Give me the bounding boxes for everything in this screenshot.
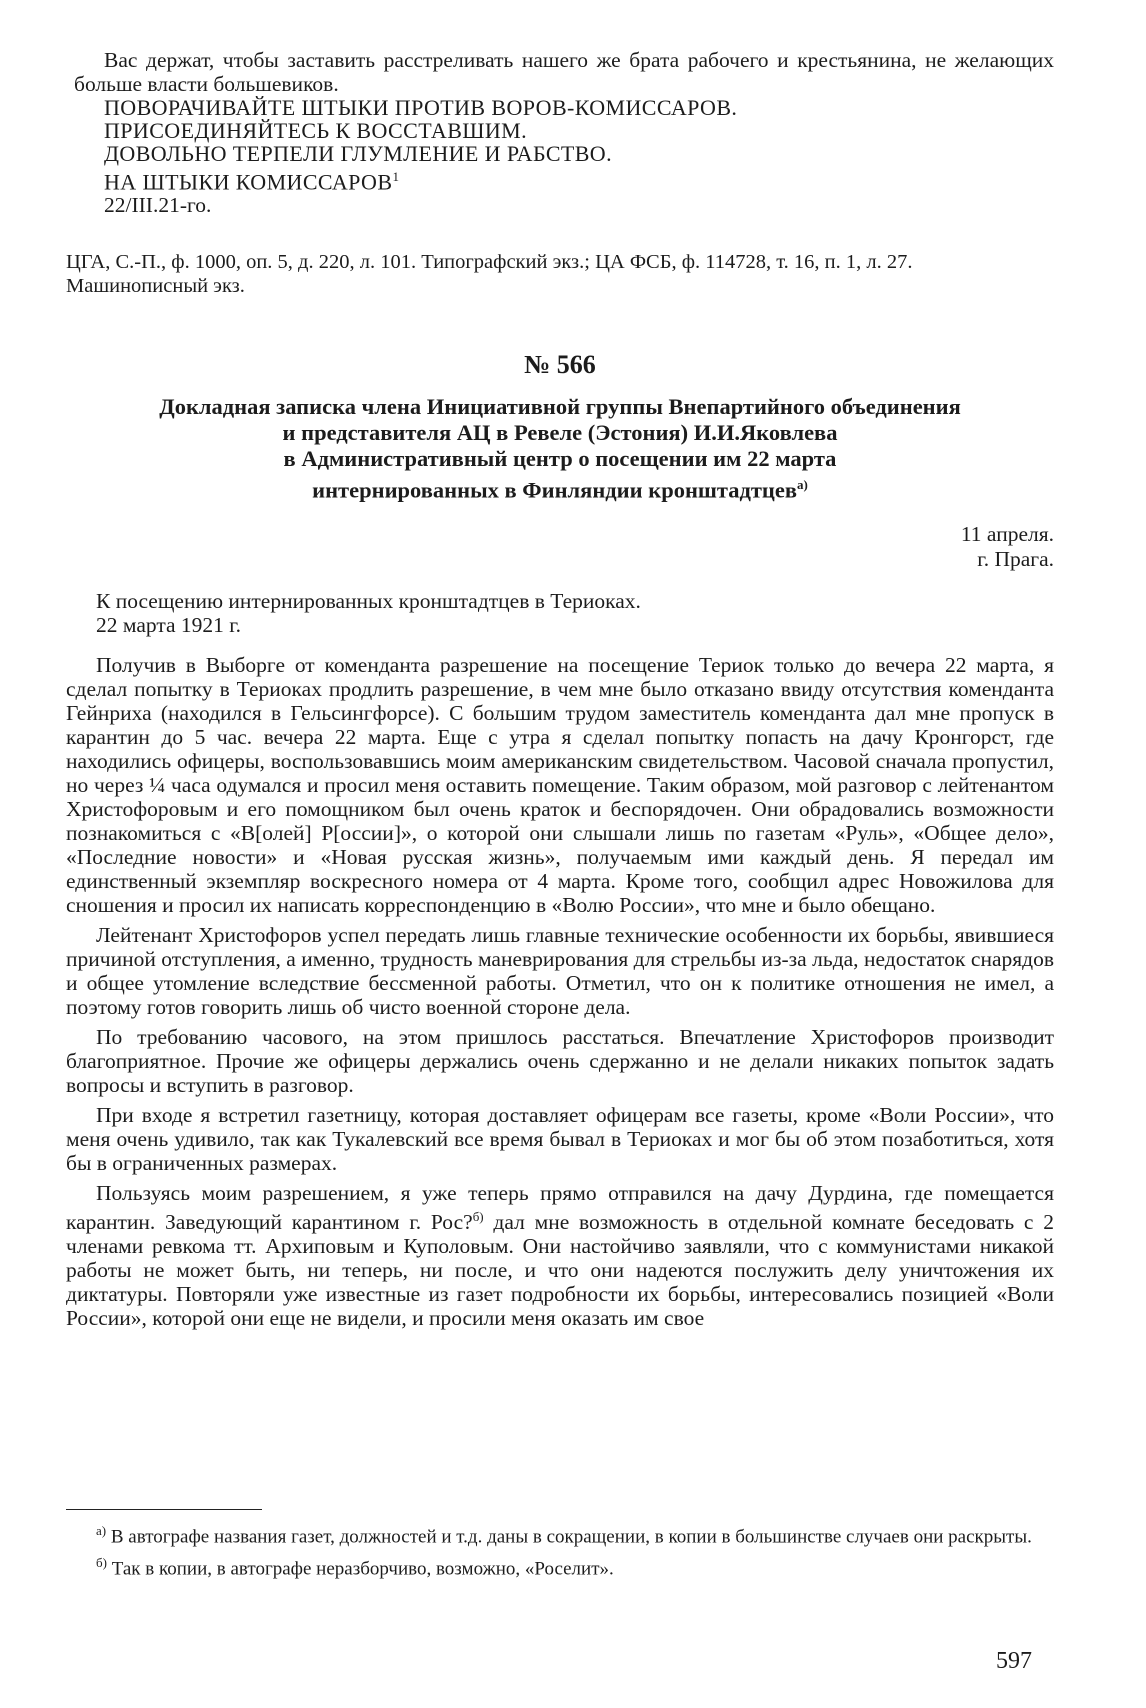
paragraph-5 (66, 1181, 1054, 1330)
paragraph-3: По требованию часового, на этом пришлось расстаться. Впечатление Христофоров производит благоприятное. Прочие же офицеры держались очень сдержанно и не делали никаких попыток задать вопросы и вступить в разговор. (66, 1025, 1054, 1097)
slogan-4 (66, 165, 1054, 193)
footnote-b-text: Так в копии, в автографе неразборчиво, возможно, «Роселит». (106, 1558, 614, 1580)
footnote-divider (66, 1509, 262, 1510)
document-title-line-3: в Административный центр о посещении им 22 марта (283, 446, 837, 471)
title-footnote-mark: а) (797, 477, 808, 492)
page-number: 597 (996, 1648, 1032, 1674)
source-text: ЦГА, С.-П., ф. 1000, оп. 5, д. 220, л. 101. Типографский экз.; ЦА ФСБ, ф. 114728, т. 16, п. 1, л. 27. Машинописный экз. (66, 251, 913, 297)
subheading-line-2: 22 марта 1921 г. (96, 613, 242, 637)
footnote-b-mark: б) (96, 1555, 107, 1571)
footnote-a-text: В автографе названия газет, должностей и т.д. даны в сокращении, в копии в большинстве случаев они раскрыты. (106, 1526, 1032, 1548)
paragraph-1: Получив в Выборге от коменданта разрешение на посещение Териок только до вечера 22 марта, я сделал попытку в Териоках продлить разрешение, в чем мне было отказано ввиду отсутствия коменданта Гейнриха (находился в Гельсингфорсе). С большим трудом заместитель коменданта дал мне пропуск в карантин до 5 час. вечера 22 марта. Еще с утра я сделал попытку попасть на дачу Кронгорст, где находились офицеры, воспользовавшись моим американским свидетельством. Часовой сначала пропустил, но через ¼ часа одумался и просил меня оставить помещение. Таким образом, мой разговор с лейтенантом Христофоровым и его помощником был очень краток и беспорядочен. Они обрадовались возможности познакомиться с «В[олей] Р[оссии]», о которой они слышали лишь по газетам «Руль», «Общее дело», «Последние новости» и «Новая русская жизнь», получаемым ими каждый день. Я передал им единственный экземпляр воскресного номера от 4 марта. Кроме того, сообщил адрес Новожилова для сношения и просил их написать корреспонденцию в «Волю России», что мне и было обещано. (66, 653, 1054, 917)
body-text (66, 653, 1054, 1330)
paragraph-5-end: дал мне возможность в отдельной комнате беседовать с 2 членами ревкома тт. Архиповым и Куполовым. Они настойчиво заявляли, что с коммунистами никакой работы не может быть, ни теперь, ни после, и что они надеются послужить делу уничтожения их диктатуры. Повторяли уже известные из газет подробности их борьбы, интересовались позицией «Воли России», которой они еще не видели, и просили меня оказать им свое (66, 1210, 1054, 1331)
subheading-line-1: К посещению интернированных кронштадтцев в Териоках. (96, 589, 641, 613)
p5-footnote-mark: б) (472, 1209, 484, 1224)
slogan-2: ПРИСОЕДИНЯЙТЕСЬ К ВОССТАВШИМ. (104, 118, 528, 143)
slogan-3: ДОВОЛЬНО ТЕРПЕЛИ ГЛУМЛЕНИЕ И РАБСТВО. (104, 141, 612, 166)
document-header (66, 350, 1054, 572)
intro-section (66, 48, 1054, 217)
document-date: 11 апреля. (960, 521, 1054, 546)
paragraph-2: Лейтенант Христофоров успел передать лишь главные технические особенности их борьбы, явившиеся причиной отступления, а именно, трудность маневрирования для стрельбы из-за льда, недостаток снарядов и общее утомление вследствие бессменной работы. Отметил, что он к политике отношения не имел, а поэтому готов говорить лишь об чисто военной стороне дела. (66, 923, 1054, 1019)
document-title-line-4-text: интернированных в Финляндии кронштадтцев (312, 477, 798, 503)
document-title-line-2: и представителя АЦ в Ревеле (Эстония) И.И.Яковлева (282, 420, 838, 445)
paragraph-5-start: Пользуясь моим разрешением, я уже теперь прямо отправился на дачу Дурдина, где помещается карантин. Заведующий карантином г. Рос? (66, 1181, 1054, 1235)
footnote-b (66, 1552, 1054, 1580)
document-title-line-1: Докладная записка члена Инициативной группы Внепартийного объединения (159, 394, 961, 419)
intro-date: 22/III.21-го. (104, 193, 212, 218)
footnote-a (66, 1520, 1054, 1548)
document-place: г. Прага. (977, 546, 1054, 571)
document-number: № 566 (524, 350, 596, 379)
archive-source (66, 250, 1054, 298)
document-title-line-4 (66, 472, 1054, 504)
subheading (66, 589, 1054, 637)
footnotes (66, 1520, 1054, 1581)
slogan-footnote-mark: 1 (392, 169, 400, 184)
paragraph-4: При входе я встретил газетницу, которая доставляет офицерам все газеты, кроме «Воли России», что меня очень удивило, так как Тукалевский все время бывал в Териоках и мог бы об этом позаботиться, хотя бы в ограниченных размерах. (66, 1103, 1054, 1175)
footnote-a-mark: а) (96, 1523, 107, 1538)
slogan-1: ПОВОРАЧИВАЙТЕ ШТЫКИ ПРОТИВ ВОРОВ-КОМИССАРОВ. (104, 95, 738, 120)
slogan-4-text: НА ШТЫКИ КОМИССАРОВ (104, 169, 393, 195)
intro-text: Вас держат, чтобы заставить расстреливать нашего же брата рабочего и крестьянина, не желающих больше власти большевиков. (74, 48, 1054, 96)
